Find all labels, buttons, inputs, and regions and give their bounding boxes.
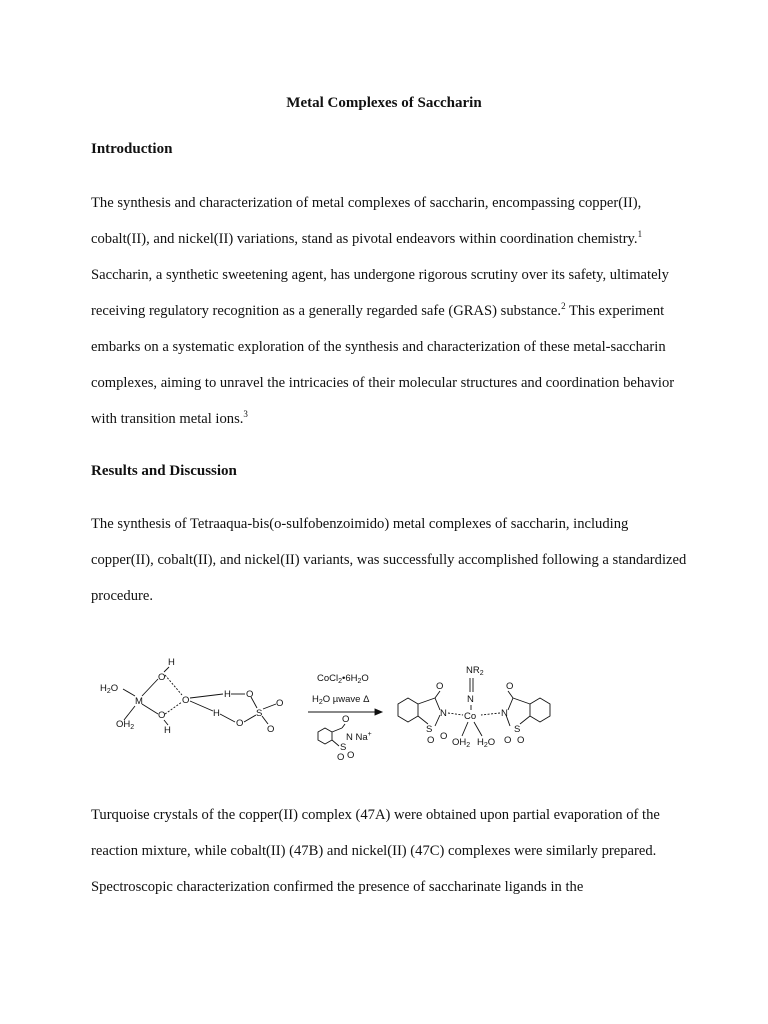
svg-text:N Na+: N Na+ xyxy=(346,731,372,743)
svg-text:O: O xyxy=(440,731,448,742)
svg-text:O: O xyxy=(347,750,355,761)
svg-text:H: H xyxy=(168,657,175,668)
svg-text:H2O: $H_2O$ xyxy=(100,683,119,695)
product-structure xyxy=(398,665,550,749)
svg-text:O: O xyxy=(236,718,244,729)
svg-text:OH2: $OH_2$ xyxy=(116,719,135,731)
reference-3: 3 xyxy=(243,409,248,420)
results-paragraph-1: The synthesis of Tetraaqua-bis(o-sulfobenzoimido) metal complexes of saccharin, including copper(II), cobalt(II), and nickel(II) variants, was successfully accomplished following a standardized procedure. xyxy=(91,516,687,604)
svg-text:S: S xyxy=(256,708,263,719)
svg-text:S: S xyxy=(426,724,433,735)
results-heading: Results and Discussion xyxy=(91,463,237,479)
svg-text:O: O xyxy=(158,672,166,683)
svg-text:O: O xyxy=(427,735,435,746)
intro-sentence-2: Saccharin, a synthetic sweetening agent, has undergone rigorous scrutiny over its safety, ultimately receiving regulatory recognition as a generally regarded safe (GRAS) substance. xyxy=(91,267,669,319)
svg-text:O: O xyxy=(506,681,514,692)
svg-text:O: O xyxy=(246,689,254,700)
svg-text:N: N xyxy=(501,708,508,719)
cobalt-label: Co xyxy=(464,711,477,722)
metal-label: M xyxy=(135,696,143,707)
reaction-conditions xyxy=(308,673,382,763)
introduction-paragraph xyxy=(91,185,691,437)
svg-text:H: H xyxy=(164,725,171,736)
svg-text:O: O xyxy=(182,695,190,706)
svg-text:H2O µwave Δ: $H_2O$ µwave Δ xyxy=(312,694,370,706)
reference-1: 1 xyxy=(637,229,643,240)
reference-2: 2 xyxy=(561,301,566,312)
svg-text:H: H xyxy=(224,689,231,700)
svg-text:N: N xyxy=(467,694,474,705)
svg-text:OH2: $OH_2$ xyxy=(452,737,471,749)
introduction-heading: Introduction xyxy=(91,141,173,157)
results-paragraph-2: Turquoise crystals of the copper(II) complex (47A) were obtained upon partial evaporation of the reaction mixture, while cobalt(II) (47B) and nickel(II) (47C) complexes were similarly prepared. Spectroscopic characterization confirmed the presence of saccharinate ligands in the xyxy=(91,807,660,895)
svg-text:O: O xyxy=(342,714,350,725)
intro-sentence-1: The synthesis and characterization of metal complexes of saccharin, encompassing copper(II), cobalt(II), and nickel(II) variations, stand as pivotal endeavors within coordination chemistry. xyxy=(91,195,642,247)
reactant-structure xyxy=(100,657,283,736)
svg-text:O: O xyxy=(436,681,444,692)
svg-text:O: O xyxy=(276,698,284,709)
svg-text:S: S xyxy=(340,742,347,753)
svg-text:O: O xyxy=(337,752,345,763)
svg-text:O: O xyxy=(158,710,166,721)
svg-text:O: O xyxy=(517,735,525,746)
svg-text:S: S xyxy=(514,724,521,735)
reaction-scheme xyxy=(90,652,570,764)
svg-text:O: O xyxy=(267,724,275,735)
svg-text:O: O xyxy=(504,735,512,746)
svg-text:H2O: $H_2O$ xyxy=(477,737,496,749)
intro-sentence-3: This experiment embarks on a systematic exploration of the synthesis and characterization of these metal-saccharin complexes, aiming to unravel the intricacies of their molecular structures and coordination behavior with transition metal ions. xyxy=(91,303,675,427)
svg-text:CoCl2•6H2O: $CoCl_2•6H_2O$ xyxy=(317,673,369,685)
svg-text:H: H xyxy=(213,708,220,719)
svg-text:N: N xyxy=(440,708,447,719)
svg-text:NR2: $NR_2$ xyxy=(466,665,484,677)
page-title: Metal Complexes of Saccharin xyxy=(286,95,482,111)
